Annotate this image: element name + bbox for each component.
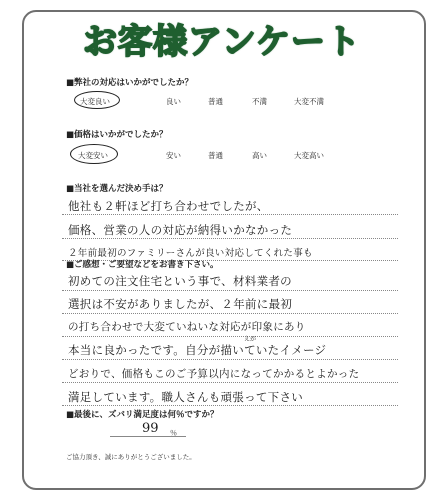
- dotted-line: [62, 382, 398, 383]
- comments-line-3: の打ち合わせで大変ていねいな対応が印象にあり: [68, 321, 306, 333]
- selected-circle-price: [70, 144, 118, 164]
- dotted-line: [62, 359, 398, 360]
- question-service: ■弊社の対応はいかがでしたか？: [66, 78, 194, 88]
- question-price: ■価格はいかがでしたか？: [66, 130, 168, 140]
- satisfaction-value[interactable]: 99: [142, 421, 159, 436]
- service-option-3[interactable]: 普通: [208, 97, 223, 106]
- dotted-line: [62, 238, 398, 239]
- service-option-1[interactable]: 大変良い: [80, 97, 110, 106]
- dotted-line: [62, 405, 398, 406]
- comments-insert-note: えが: [244, 336, 257, 343]
- dotted-line: [62, 313, 398, 314]
- comments-line-5: どおりで、価格もこのご予算以内になってかかるとよかった: [68, 368, 360, 380]
- dotted-line: [62, 290, 398, 291]
- price-options: [74, 150, 374, 164]
- question-satisfaction: ■最後に、ズバリ満足度は何％ですか？: [66, 410, 219, 420]
- deciding-factor-line-2: 価格、営業の人の対応が納得いかなかった: [68, 223, 293, 237]
- comments-line-4: 本当に良かったです。自分が描いていたイメージ: [68, 343, 327, 357]
- service-option-2[interactable]: 良い: [166, 97, 181, 106]
- price-option-5[interactable]: 大変高い: [294, 151, 324, 160]
- dotted-line: [62, 214, 398, 215]
- service-options: [74, 96, 374, 110]
- comments-line-2: 選択は不安がありましたが、２年前に最初: [68, 297, 293, 311]
- price-option-1[interactable]: 大変安い: [78, 151, 108, 160]
- deciding-factor-line-1: 他社も２軒ほど打ち合わせでしたが、: [68, 199, 269, 213]
- question-comments: ■ご感想・ご要望などをお書き下さい。: [66, 260, 219, 270]
- comments-line-1: 初めての注文住宅という事で、材料業者の: [68, 274, 292, 288]
- deciding-factor-line-3: ２年前最初のファミリーさんが良い対応してくれた事も: [68, 248, 313, 259]
- selected-circle-service: [74, 91, 120, 109]
- satisfaction-unit: ％: [170, 429, 177, 437]
- comments-line-6: 満足しています。職人さんも頑張って下さい: [68, 390, 304, 404]
- price-option-2[interactable]: 安い: [166, 151, 181, 160]
- service-option-4[interactable]: 不満: [252, 97, 267, 106]
- thanks-message: ご協力頂き、誠にありがとうございました。: [66, 453, 196, 461]
- dotted-line: [62, 336, 398, 337]
- price-option-3[interactable]: 普通: [208, 151, 223, 160]
- question-deciding-factor: ■当社を選んだ決め手は？: [66, 184, 168, 194]
- service-option-5[interactable]: 大変不満: [294, 97, 324, 106]
- price-option-4[interactable]: 高い: [252, 151, 267, 160]
- page-title: お客様アンケート: [83, 22, 361, 62]
